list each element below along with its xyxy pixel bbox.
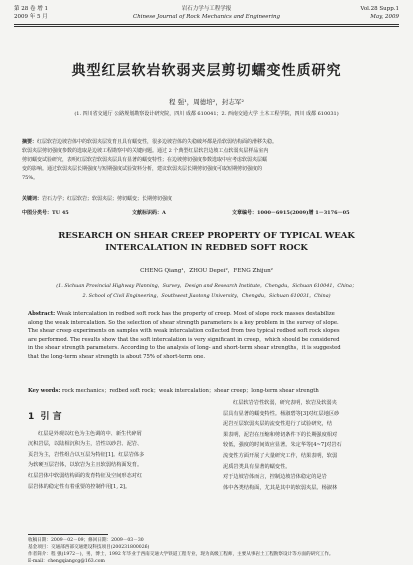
abstract-en-line: in the shear strength parameters. According to the analysis of long- and short-term shear strengths，it is suggested <box>28 345 341 352</box>
affiliation-en-line: 2. School of Civil Engineering，Southwest Jiaotong University，Chengdu，Sichuan 610031，China) <box>82 293 331 299</box>
title-en-line: RESEARCH ON SHEAR CREEP PROPERTY OF TYPICAL WEAK <box>58 231 355 241</box>
paragraph-line: 果表明，泥岩在压缩和剪切条件下的长期强度相对 <box>223 431 338 438</box>
header-date-en: May, 2009 <box>370 14 399 20</box>
paragraph-line: 流变性方面开展了大量研究工作，结果表明，软弱 <box>223 452 338 459</box>
abstract-cn-label: 摘要： <box>22 139 38 145</box>
paragraph-line: 页岩为主，岩性组合以互层为特征[1]。红层岩体多 <box>28 451 145 458</box>
abstract-en-line: are performed. The results show that the soft intercalation is very significant in creep，which should be considered <box>28 336 340 343</box>
abstract-en-line: that the long-term shear strength is about 75% of short-term one. <box>28 353 206 360</box>
abstract-cn-line: 红层软岩边坡岩体中的软弱夹层发育且具有蠕变性，很多边坡岩体的失稳破坏都是沿软弱结构面的滑移失稳。 <box>37 139 278 145</box>
affiliation-en <box>0 281 413 301</box>
footnote-rule <box>28 534 108 535</box>
paragraph-line: 红层岩体中软弱结构面的发育特征及空间形态对红 <box>28 472 143 479</box>
section-number: 1 <box>28 412 35 422</box>
body-left-column <box>28 398 200 492</box>
paragraph-line: 泥质岩类具有显著的蠕变性。 <box>223 463 291 470</box>
paragraph-line: 层岩体的稳定性有着重要的控制作用[1, 2]。 <box>28 483 131 490</box>
abstract-en-label: Abstract: <box>28 311 56 317</box>
abstract-en-line: Weak intercalation in redbed soft rock has the property of creep. Most of slope rock masses destabilize <box>56 311 335 317</box>
title-en-line: INTERCALATION IN REDBED SOFT ROCK <box>105 243 308 253</box>
header-journal-cn: 岩石力学与工程学报 <box>181 6 232 12</box>
footnote-fund: 基金项目：交通部西部交通建设科技项目(200231800026) <box>28 545 150 550</box>
body-right-column <box>223 398 388 493</box>
section-title: 引 言 <box>40 412 62 422</box>
paragraph-line: 对于边坡岩体而言，控制边坡岩体稳定的是岩 <box>223 474 327 481</box>
abstract-en-line: along the weak intercalation. So the selection of shear strength parameters is a key problem in the survey of slope. <box>28 319 339 326</box>
paragraph-line: 沉积岩层，以陆相沉积为主，岩性以砂岩、泥岩、 <box>28 441 143 448</box>
article-number: 文章编号：1000－6915(2009)增 1－3176－05 <box>232 210 350 216</box>
clc-number: 中图分类号：TU 45 <box>22 210 69 216</box>
title-cn: 典型红层软岩软弱夹层剪切蠕变性质研究 <box>71 63 342 79</box>
keywords-cn-label: 关键词： <box>22 196 43 202</box>
authors-cn: 程 强¹，周德培²，封志军² <box>169 98 244 106</box>
paragraph-line: 层具有显著的蠕变特性。杨淑碧等[3]对红层地区砂 <box>223 410 340 417</box>
abstract-cn-line: 软弱夹层剪切强度参数的选取是边坡工程勘察中的关键问题。通过 2 个典型红层软岩边坡工点软弱夹层样品室内 <box>22 148 269 154</box>
abstract-cn-line: 剪切蠕变试验研究，表明红层软岩软弱夹层具有显著的蠕变特性；在边坡剪切强度参数选取中应考虑软弱夹层蠕 <box>22 157 268 163</box>
footnote-received: 收稿日期：2009－02－09；修回日期：2009－03－30 <box>28 538 144 543</box>
paragraph-line: 较低，强度的时间效应显著。朱定华等[4~7]对岩石 <box>223 442 342 449</box>
section-heading <box>28 412 200 423</box>
header-date-cn: 2009 年 5 月 <box>14 14 48 20</box>
affiliation-cn: (1. 四川省交通厅 公路规划勘察设计研究院，四川 成都 610041；2. 西南交通大学 土木工程学院，四川 成都 610031) <box>74 111 339 117</box>
keywords-en-text: rock mechanics；redbed soft rock；weak intercalation；shear creep；long-term shear strength <box>62 388 319 394</box>
header-rule-thin <box>14 26 399 27</box>
header-journal-en: Chinese Journal of Rock Mechanics and Engineering <box>132 14 281 20</box>
paragraph-line: 为软硬互层岩体，以软岩为主且软弱结构面发育。 <box>28 462 143 469</box>
paragraph-line: 红层是外观以红色为主色调的中、新生代碎屑 <box>38 430 142 437</box>
paragraph-line: 红层软岩岩性软弱，研究表明，软岩及软弱夹 <box>233 400 337 406</box>
header-rule <box>14 24 399 25</box>
paragraph-line: 泥岩互层软弱夹层的流变性进行了试验研究，结 <box>223 421 332 428</box>
abstract-cn-line: 变的影响。通过软弱夹层长期强度与短期强度试验资料分析，建议软弱夹层长期剪切强度可取短期剪切强度的 <box>22 166 263 172</box>
keywords-cn-text: 岩石力学；红层软岩；软弱夹层；剪切蠕变；长期剪切强度 <box>42 196 173 202</box>
title-en <box>0 230 413 254</box>
abstract-cn <box>22 138 391 183</box>
keywords-en-label: Key words: <box>28 388 61 394</box>
header-volume-en: Vol.28 Supp.1 <box>360 6 399 12</box>
authors-en: CHENG Qiang¹，ZHOU Depei²，FENG Zhijun² <box>140 268 273 274</box>
abstract-en <box>28 310 389 362</box>
keywords-cn <box>22 195 391 204</box>
paragraph-line: 体中各类结构面，尤其是其中的软弱夹层。杨淑林 <box>223 484 338 491</box>
keywords-en <box>28 386 389 394</box>
footnote-email: E-mail：chengqiangcg@163.com <box>28 559 105 564</box>
document-code: 文献标识码：A <box>132 210 166 216</box>
abstract-en-line: The shear creep experiments on samples with weak intercalation collected from two typical redbed soft rock slopes <box>28 328 340 335</box>
footnote-author: 作者简介：程 强(1972－)，男，博士，1992 年毕业于西南交通大学铁道工程专业，现为高级工程师，主要从事岩土工程勘察设计等方面的研究工作。 <box>28 552 334 557</box>
abstract-cn-line: 75%。 <box>22 175 39 181</box>
header-volume: 第 28 卷 增 1 <box>14 6 48 12</box>
affiliation-en-line: (1. Sichuan Provincial Highway Planning，Survey，Design and Research Institute，Chengdu，Sichuan 610041，China； <box>56 283 357 289</box>
